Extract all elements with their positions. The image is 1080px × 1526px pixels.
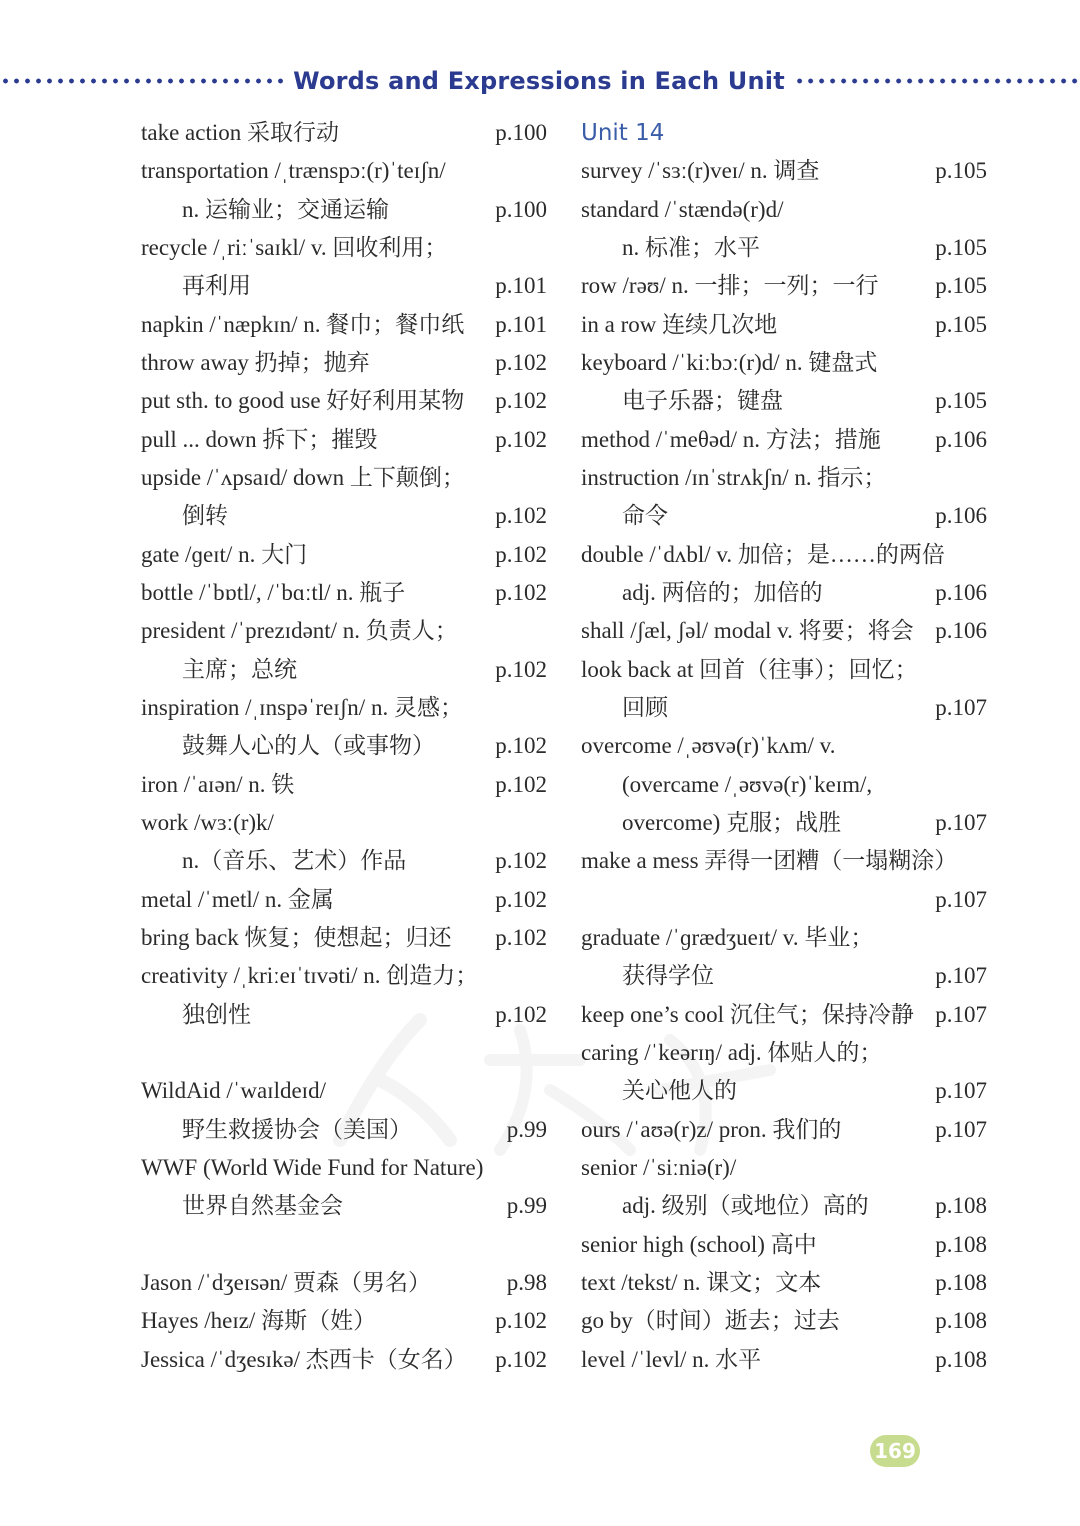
page-ref: p.102 <box>495 426 547 452</box>
entry-text: make a mess 弄得一团糟（一塌糊涂） <box>581 848 958 874</box>
section-title: Words and Expressions in Each Unit <box>293 67 785 95</box>
entry-line <box>141 881 547 919</box>
entry-text: adj. 两倍的；加倍的 <box>622 579 823 605</box>
page-ref: p.106 <box>935 579 987 605</box>
entry-line <box>141 306 547 344</box>
entry-line <box>141 536 547 574</box>
entry-line <box>581 152 987 190</box>
page-ref: p.107 <box>935 694 987 720</box>
entry-text: iron /ˈaɪən/ n. 铁 <box>141 771 295 797</box>
entry-text: 主席；总统 <box>182 656 297 682</box>
entry-line <box>141 114 547 152</box>
entry-text: adj. 级别（或地位）高的 <box>622 1193 869 1219</box>
right-column <box>581 114 987 1379</box>
entry-line <box>581 191 987 229</box>
entry-line <box>141 689 547 727</box>
entry-line <box>141 229 547 267</box>
entry-line <box>581 267 987 305</box>
entry-text: bring back 恢复；使想起；归还 <box>141 924 452 950</box>
entry-text: n. 标准；水平 <box>622 234 760 260</box>
entry-line <box>581 1072 987 1110</box>
page-ref: p.105 <box>935 273 987 299</box>
entry-line <box>141 152 547 190</box>
entry-line <box>581 459 987 497</box>
entry-line <box>581 919 987 957</box>
page-ref: p.102 <box>495 1308 547 1334</box>
entry-line <box>581 881 987 919</box>
entry-line <box>581 1034 987 1072</box>
entry-line <box>141 1034 547 1072</box>
page-ref: p.102 <box>495 924 547 950</box>
entry-text: ours /ˈaʊə(r)z/ pron. 我们的 <box>581 1116 842 1142</box>
entry-line <box>141 727 547 765</box>
entry-line <box>581 114 987 152</box>
entry-line <box>141 804 547 842</box>
page-ref: p.102 <box>495 1001 547 1027</box>
entry-text: graduate /ˈɡrædʒueɪt/ v. 毕业； <box>581 924 874 950</box>
entry-text: row /rəʊ/ n. 一排；一列；一行 <box>581 273 879 299</box>
entry-line <box>581 651 987 689</box>
page-ref: p.105 <box>935 311 987 337</box>
entry-text: 再利用 <box>182 273 251 299</box>
entry-line <box>581 996 987 1034</box>
section-header <box>0 62 1080 100</box>
entry-text: metal /ˈmetl/ n. 金属 <box>141 886 334 912</box>
page-ref: p.107 <box>935 1116 987 1142</box>
entry-text: transportation /ˌtrænspɔː(r)ˈteɪʃn/ <box>141 158 446 184</box>
entry-line <box>581 497 987 535</box>
entry-text: take action 采取行动 <box>141 120 340 145</box>
entry-text: text /tekst/ n. 课文；文本 <box>581 1269 822 1295</box>
entry-line <box>141 842 547 880</box>
page-ref: p.102 <box>495 656 547 682</box>
entry-text: Hayes /heɪz/ 海斯（姓） <box>141 1308 377 1334</box>
entry-line <box>581 957 987 995</box>
entry-text: 鼓舞人心的人（或事物） <box>182 733 435 759</box>
entry-text: keep one’s cool 沉住气；保持冷静 <box>581 1001 914 1027</box>
entry-text: overcome /ˌəʊvə(r)ˈkʌm/ v. <box>581 733 836 759</box>
page-ref: p.102 <box>495 503 547 529</box>
unit-heading: Unit 14 <box>581 120 665 146</box>
entry-text: creativity /ˌkriːeɪˈtɪvəti/ n. 创造力； <box>141 963 479 989</box>
entry-line <box>141 1111 547 1149</box>
page-ref: p.99 <box>506 1116 547 1142</box>
page-ref: p.99 <box>506 1193 547 1219</box>
page-ref: p.108 <box>935 1193 987 1219</box>
entry-text: bottle /ˈbɒtl/, /ˈbɑːtl/ n. 瓶子 <box>141 579 406 605</box>
entry-line <box>581 766 987 804</box>
page-ref: p.107 <box>935 809 987 835</box>
entry-text: overcome) 克服；战胜 <box>622 809 842 835</box>
entry-line <box>141 191 547 229</box>
entry-text: 独创性 <box>182 1001 251 1027</box>
entry-line <box>141 766 547 804</box>
entry-line <box>141 1072 547 1110</box>
page-ref: p.108 <box>935 1231 987 1257</box>
entry-line <box>581 344 987 382</box>
page-ref: p.102 <box>495 541 547 567</box>
entry-text: pull ... down 拆下；摧毁 <box>141 426 378 452</box>
page-ref: p.100 <box>495 120 547 145</box>
entry-text: work /wɜː(r)k/ <box>141 809 274 835</box>
page-ref: p.101 <box>495 273 547 299</box>
entry-line <box>141 1341 547 1379</box>
entry-text: WildAid /ˈwaɪldeɪd/ <box>141 1078 326 1104</box>
entry-line <box>581 689 987 727</box>
entry-line <box>141 957 547 995</box>
entry-line <box>581 1149 987 1187</box>
entry-text: shall /ʃæl, ʃəl/ modal v. 将要；将会 <box>581 618 914 644</box>
entry-line <box>581 1264 987 1302</box>
page-ref: p.105 <box>935 234 987 260</box>
entry-line <box>141 574 547 612</box>
entry-text: recycle /ˌriːˈsaɪkl/ v. 回收利用； <box>141 234 448 260</box>
entry-line <box>141 1302 547 1340</box>
entry-line <box>581 1341 987 1379</box>
entry-line <box>141 612 547 650</box>
entry-text: 命令 <box>622 503 668 529</box>
entry-line <box>581 574 987 612</box>
entry-line <box>581 1226 987 1264</box>
page-ref: p.98 <box>506 1269 547 1295</box>
page-ref: p.105 <box>935 388 987 414</box>
entry-text: Jason /ˈdʒeɪsən/ 贾森（男名） <box>141 1269 432 1295</box>
entry-line <box>581 804 987 842</box>
entry-text: gate /ɡeɪt/ n. 大门 <box>141 541 308 567</box>
page-number-badge: 169 <box>870 1435 920 1467</box>
page-ref: p.102 <box>495 388 547 414</box>
page-ref: p.100 <box>495 196 547 222</box>
entry-text: method /ˈmeθəd/ n. 方法；措施 <box>581 426 881 452</box>
entry-text: upside /ˈʌpsaɪd/ down 上下颠倒； <box>141 464 465 490</box>
dotted-rule-left <box>0 78 283 84</box>
entry-text: president /ˈprezɪdənt/ n. 负责人； <box>141 618 458 644</box>
page-ref: p.102 <box>495 733 547 759</box>
page-ref: p.102 <box>495 349 547 375</box>
entry-line <box>581 1187 987 1225</box>
entry-text: instruction /ɪnˈstrʌkʃn/ n. 指示； <box>581 464 887 490</box>
entry-line <box>581 842 987 880</box>
entry-text: caring /ˈkeərɪŋ/ adj. 体贴人的； <box>581 1039 883 1065</box>
page-ref: p.108 <box>935 1269 987 1295</box>
entry-text: put sth. to good use 好好利用某物 <box>141 388 465 414</box>
entry-line <box>141 382 547 420</box>
entry-line <box>141 497 547 535</box>
entry-text: standard /ˈstændə(r)d/ <box>581 196 784 222</box>
page-ref: p.105 <box>935 158 987 184</box>
entry-line <box>141 1264 547 1302</box>
page-ref: p.107 <box>935 1078 987 1104</box>
page-ref: p.101 <box>495 311 547 337</box>
page-ref: p.102 <box>495 886 547 912</box>
entry-line <box>581 306 987 344</box>
page-ref: p.107 <box>935 1001 987 1027</box>
entry-text: survey /ˈsɜː(r)veɪ/ n. 调查 <box>581 158 820 184</box>
entry-text: keyboard /ˈkiːbɔː(r)d/ n. 键盘式 <box>581 349 878 375</box>
entry-text: 野生救援协会（美国） <box>182 1116 412 1142</box>
entry-text: throw away 扔掉；抛弃 <box>141 349 370 375</box>
page-ref: p.106 <box>935 618 987 644</box>
entry-line <box>141 267 547 305</box>
page-ref: p.106 <box>935 426 987 452</box>
entry-text: 获得学位 <box>622 963 714 989</box>
entry-line <box>581 612 987 650</box>
entry-text: inspiration /ˌɪnspəˈreɪʃn/ n. 灵感； <box>141 694 463 720</box>
entry-line <box>141 1149 547 1187</box>
page-ref: p.108 <box>935 1308 987 1334</box>
entry-line <box>141 919 547 957</box>
page-ref: p.106 <box>935 503 987 529</box>
entry-text: level /ˈlevl/ n. 水平 <box>581 1346 762 1372</box>
entry-text: senior /ˈsiːniə(r)/ <box>581 1154 737 1180</box>
entry-text: WWF (World Wide Fund for Nature) <box>141 1154 484 1180</box>
entry-text: (overcame /ˌəʊvə(r)ˈkeɪm/, <box>622 771 873 797</box>
entry-line <box>141 344 547 382</box>
page-ref: p.107 <box>935 886 987 912</box>
entry-line <box>581 1111 987 1149</box>
entry-text: 世界自然基金会 <box>182 1193 343 1219</box>
entry-text: n.（音乐、艺术）作品 <box>182 848 407 874</box>
entry-text: look back at 回首（往事）；回忆； <box>581 656 918 682</box>
entry-line <box>141 421 547 459</box>
left-column <box>141 114 547 1379</box>
entry-line <box>141 1187 547 1225</box>
entry-line <box>141 459 547 497</box>
entry-line <box>581 536 987 574</box>
entry-text: 关心他人的 <box>622 1078 737 1104</box>
entry-text: go by（时间）逝去；过去 <box>581 1308 840 1334</box>
entry-text: in a row 连续几次地 <box>581 311 778 337</box>
entry-line <box>141 996 547 1034</box>
page-ref: p.102 <box>495 579 547 605</box>
entry-text: 电子乐器；键盘 <box>622 388 783 414</box>
entry-line <box>581 727 987 765</box>
entry-line <box>581 382 987 420</box>
entry-line <box>141 1226 547 1264</box>
page-ref: p.102 <box>495 771 547 797</box>
entry-line <box>581 229 987 267</box>
entry-text: senior high (school) 高中 <box>581 1231 817 1257</box>
page-ref: p.108 <box>935 1346 987 1372</box>
entry-text: 倒转 <box>182 503 228 529</box>
entry-line <box>141 651 547 689</box>
entry-text: double /ˈdʌbl/ v. 加倍；是……的两倍 <box>581 541 945 567</box>
entry-text: n. 运输业；交通运输 <box>182 196 389 222</box>
entry-line <box>581 1302 987 1340</box>
entry-text: Jessica /ˈdʒesɪkə/ 杰西卡（女名） <box>141 1346 467 1372</box>
entry-text: 回顾 <box>622 694 668 720</box>
page-ref: p.107 <box>935 963 987 989</box>
dotted-rule-right <box>797 78 1080 84</box>
entry-line <box>581 421 987 459</box>
page-ref: p.102 <box>495 1346 547 1372</box>
entry-text: napkin /ˈnæpkɪn/ n. 餐巾；餐巾纸 <box>141 311 465 337</box>
page-ref: p.102 <box>495 848 547 874</box>
